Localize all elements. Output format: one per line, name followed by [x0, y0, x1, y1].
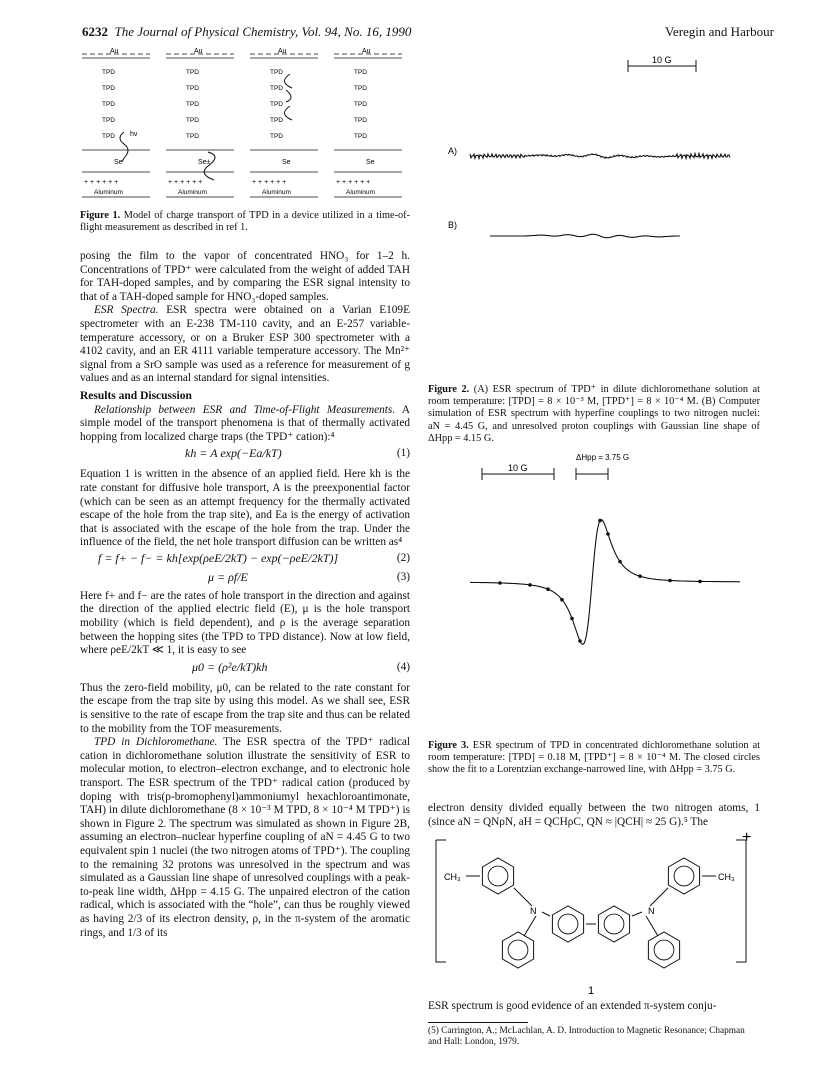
paragraph — [80, 736, 410, 940]
paragraph-text: A simple model of the transport phenomena is that of thermally activated hopping from localized charge traps (the TPD⁺ cation):⁴ — [80, 403, 410, 443]
fit-point — [638, 574, 642, 578]
scale-label: 10 G — [652, 55, 672, 65]
linewidth-label: ΔHpp = 3.75 G — [576, 453, 630, 462]
figure1-diagram — [80, 44, 410, 204]
bond — [514, 888, 532, 906]
bond — [650, 888, 668, 906]
paragraph: Equation 1 is written in the absence of an applied field. Here kh is the rate constant for diffusive hole transport, A is the preexponential factor (which can be seen as an attempt frequency for the thermally activated escape of the hole from the trap site), and Ea is the energy of activation that is associated with the escape of the hole from the trap. Under the influence of the field, the net hole transport diffusion can be written as⁴ — [80, 468, 410, 549]
selenium-label: Se — [366, 159, 375, 166]
figure3-caption-text: ESR spectrum of TPD in concentrated dichloromethane solution at room temperature: [TPD] = 0.18 M, [TPD⁺] = 8 × 10⁻⁴ M. The closed circles show the fit to a Lorentzian exchange-narrowed line, with ΔHpp = 3.75 G. — [428, 740, 760, 776]
tpd-label: TPD — [186, 69, 199, 76]
paragraph — [80, 304, 410, 386]
tpd-label: TPD — [186, 85, 199, 92]
biphenyl-ring — [598, 906, 629, 942]
phenyl-ring — [502, 932, 533, 968]
charge-sign: + — [742, 832, 752, 846]
figure2-caption — [428, 384, 760, 445]
subheading: Relationship between ESR and Time-of-Flight Measurements. — [94, 403, 396, 416]
fit-point — [598, 519, 602, 523]
light-label: hν — [130, 131, 138, 138]
equation-4 — [80, 661, 410, 679]
section-heading: Results and Discussion — [80, 389, 192, 402]
tpd-label: TPD — [186, 101, 199, 108]
spectrum-a-label: A) — [448, 146, 457, 156]
right-bracket — [736, 840, 746, 962]
spectrum-a-trace — [470, 154, 730, 159]
equation-text: μ0 = (ρ²e/kT)kh — [192, 659, 268, 674]
fit-point — [498, 581, 502, 585]
biphenyl-ring-inner — [558, 914, 578, 934]
compound-number: 1 — [588, 985, 595, 997]
figure2-caption-title: Figure 2. — [428, 384, 470, 395]
figure1-caption-title: Figure 1. — [80, 210, 121, 221]
figure3-caption — [428, 740, 760, 777]
positive-charges: + + + + + + — [252, 179, 287, 186]
equation-2 — [80, 552, 410, 569]
scale-label: 10 G — [508, 463, 528, 473]
equation-1 — [80, 447, 410, 465]
bond — [646, 916, 658, 936]
phenyl-ring-inner — [508, 940, 528, 960]
aryl-ring — [668, 858, 699, 894]
page-number: 6232 — [82, 24, 108, 39]
fit-point — [560, 598, 564, 602]
subheading: TPD in Dichloromethane. — [94, 736, 218, 749]
tpd-label: TPD — [102, 85, 115, 92]
aluminum-label: Aluminum — [178, 189, 207, 196]
tpd-label: TPD — [354, 85, 367, 92]
equation-3 — [80, 571, 410, 588]
methyl-left: CH₃ — [444, 872, 461, 882]
selenium-label: Se± — [198, 159, 211, 166]
methyl-right: CH₃ — [718, 872, 735, 882]
bond — [524, 916, 536, 936]
tpd-label: TPD — [270, 101, 283, 108]
figure3-caption-title: Figure 3. — [428, 740, 469, 751]
right-paragraph-2: ESR spectrum is good evidence of an extended π-system conju- — [428, 1000, 717, 1012]
left-bracket — [436, 840, 446, 962]
gold-label: Au — [362, 48, 371, 55]
positive-charges: + + + + + + — [84, 179, 119, 186]
aryl-ring-inner — [674, 866, 694, 886]
figure1-caption-text: Model of charge transport of TPD in a device utilized in a time-of-flight measurement as described in ref 1. — [80, 210, 411, 234]
tpd-label: TPD — [102, 69, 115, 76]
equation-number: (1) — [396, 447, 410, 460]
paragraph-text: The ESR spectra of the TPD⁺ radical cation in dichloromethane solution illustrate the sensitivity of ESR to molecular motion, to electron–electron exchange, and to electronic hole transport. The ESR spectrum of the TPD⁺ radical cation (produced by doping with tris(p-bromophenyl)ammoniumyl hexachloroantimonate, TAH) in dilute dichloromethane (8 × 10⁻³ M TPD, 8 × 10⁻⁴ M TPD⁺) is shown in Figure 2. The spectrum was simulated as shown in Figure 2B, assuming an electron–nuclear hyperfine coupling of aN = 4.45 G to two equivalent spin 1 nuclei (the two nitrogen atoms of TPD⁺). The coupling to the remaining 32 protons was unresolved in the spectrum and was simulated as a Gaussian line shape of unresolved couplings with a peak-to-peak line width, ΔHpp = 4.15 G. The unpaired electron of the cation radical, which is associated with the “hole”, can thus be roughly viewed as having 2/3 of its electron density, ρ, in the π-system of the aromatic rings, and 1/3 of its — [80, 736, 410, 939]
running-header — [82, 24, 411, 40]
nitrogen-left: N — [530, 906, 537, 916]
fit-points — [498, 519, 702, 643]
aluminum-label: Aluminum — [346, 189, 375, 196]
spectrum-b-label: B) — [448, 220, 457, 230]
tpd-label: TPD — [102, 117, 115, 124]
equation-number: (4) — [396, 660, 410, 673]
paragraph-text: ESR spectra were obtained on a Varian E109E spectrometer with an E-238 TM-110 cavity, and an E-257 variable-temperature accessory, or on a Bruker ESP 300 spectrometer with a 4102 cavity, and an ER 4111 variable temperature accessory. The Mn²⁺ signal from a SrO sample was used as a reference for measurement of g values and as an internal standard for signal intensities. — [80, 304, 410, 385]
left-column — [80, 250, 410, 940]
phenyl-ring — [648, 932, 679, 968]
hole-path-curve — [120, 132, 128, 162]
right-paragraph-1: electron density divided equally between the two nitrogen atoms, 1 (since aN = QNρN, aH = QCHρC, QN ≈ |QCH| ≈ 25 G).⁵ The — [428, 802, 760, 828]
tpd-label: TPD — [354, 117, 367, 124]
equation-number: (3) — [396, 570, 410, 583]
biphenyl-ring-inner — [604, 914, 624, 934]
equation-text: kh = A exp(−Ea/kT) — [185, 446, 282, 461]
tpd-label: TPD — [186, 117, 199, 124]
figure2-caption-text: (A) ESR spectrum of TPD⁺ in dilute dichloromethane solution at room temperature: [TPD] = 8 × 10⁻³ M, [TPD⁺] = 8 × 10⁻⁴ M. (B) Computer simulation of ESR spectrum with hyperfine couplings to two nitrogen nuclei: aN = 4.45 G, and unresolved proton couplings with Gaussian line shape of ΔHpp = 4.15 G. — [428, 384, 760, 444]
equation-text: f = f+ − f− = kh[exp(ρeE/2kT) − exp(−ρeE/2kT)] — [98, 550, 339, 565]
journal-title: The Journal of Physical Chemistry, Vol. 94, No. 16, 1990 — [114, 24, 412, 39]
fit-point — [606, 532, 610, 536]
paragraph: posing the film to the vapor of concentrated HNO₃ for 1–2 h. Concentrations of TPD⁺ were calculated from the weight of added TAH for TAH-doped samples, and by comparing the ESR signal intensity to that of a TAH-doped sample for HNO₃-doped samples. — [80, 250, 410, 303]
aluminum-label: Aluminum — [262, 189, 291, 196]
subheading: ESR Spectra. — [94, 304, 159, 317]
tpd-label: TPD — [270, 133, 283, 140]
spectrum-b-trace — [490, 234, 680, 237]
tpd-label: TPD — [270, 85, 283, 92]
selenium-label: Se — [114, 159, 123, 166]
tpd-label: TPD — [102, 101, 115, 108]
gold-label: Au — [278, 48, 287, 55]
structure-1 — [428, 832, 760, 1002]
tpd-label: TPD — [270, 117, 283, 124]
aryl-ring — [482, 858, 513, 894]
paragraph: Thus the zero-field mobility, μ0, can be related to the rate constant for the escape from the trap site by using this model. As we shall see, ESR is sensitive to the rate of escape from the trap site and thus can be related to the mobility from the TOF measurements. — [80, 681, 410, 735]
hole-path-curve — [204, 152, 215, 180]
bond — [632, 912, 642, 916]
figure2-spectra — [430, 46, 760, 372]
positive-charges: + + + + + + — [168, 179, 203, 186]
bond — [542, 912, 550, 916]
tpd-label: TPD — [354, 69, 367, 76]
molecule-skeleton — [466, 858, 716, 968]
gold-label: Au — [110, 48, 119, 55]
biphenyl-ring — [552, 906, 583, 942]
fit-point — [668, 579, 672, 583]
paragraph: Here f+ and f− are the rates of hole transport in the direction and against the direction of the applied electric field (E), μ is the hole transport mobility (which is field dependent), and ρ is the average separation between the hopping sites (the TPD to TPD distance). Now at low field, where ρeE/2kT ≪ 1, it is easy to see — [80, 589, 410, 657]
hop-arrows — [284, 74, 292, 120]
figure3-spectrum — [430, 452, 760, 732]
tpd-label: TPD — [186, 133, 199, 140]
aluminum-label: Aluminum — [94, 189, 123, 196]
aryl-ring-inner — [488, 866, 508, 886]
footnote-rule — [428, 1022, 528, 1023]
figure1-caption — [80, 210, 410, 234]
gold-label: Au — [194, 48, 203, 55]
selenium-label: Se — [282, 159, 291, 166]
authors-header: Veregin and Harbour — [664, 24, 774, 39]
tpd-label: TPD — [354, 101, 367, 108]
fit-point — [528, 583, 532, 587]
tpd-label: TPD — [354, 133, 367, 140]
equation-number: (2) — [396, 551, 410, 564]
nitrogen-right: N — [648, 906, 655, 916]
paragraph — [80, 404, 410, 445]
footnote: (5) Carrington, A.; McLachlan, A. D. Introduction to Magnetic Resonance; Chapman and Hall: London, 1979. — [428, 1026, 745, 1047]
equation-text: μ = ρf/E — [208, 569, 248, 584]
phenyl-ring-inner — [654, 940, 674, 960]
fit-point — [570, 617, 574, 621]
fit-point — [546, 587, 550, 591]
fit-point — [578, 639, 582, 643]
fit-point — [618, 560, 622, 564]
tpd-label: TPD — [270, 69, 283, 76]
figure1-panels — [82, 48, 402, 197]
fit-point — [698, 580, 702, 584]
tpd-label: TPD — [102, 133, 115, 140]
positive-charges: + + + + + + — [336, 179, 371, 186]
